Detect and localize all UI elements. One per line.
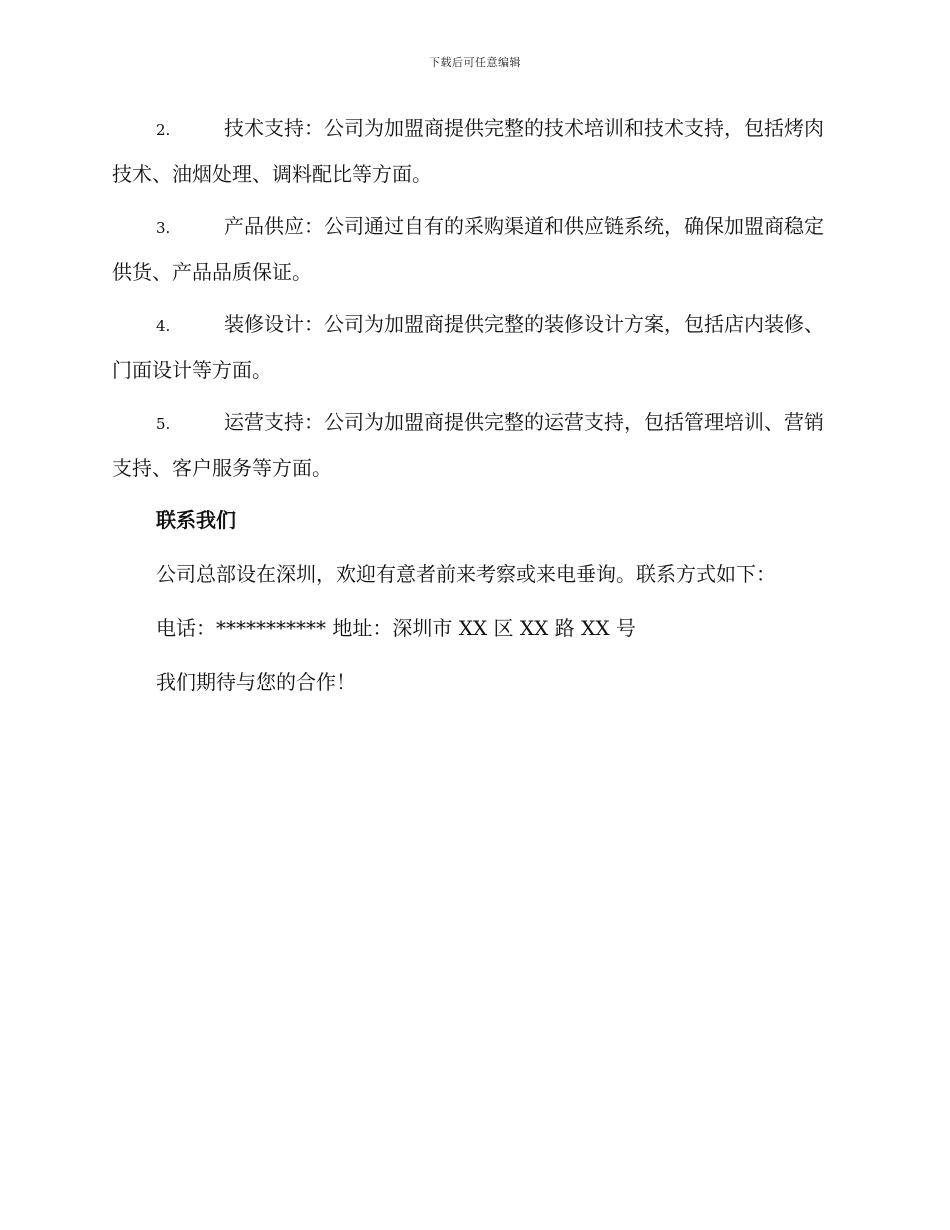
list-item-text: 技术支持：公司为加盟商提供完整的技术培训和技术支持，包括烤肉技术、油烟处理、调料配比等方面。: [112, 116, 824, 186]
section-title-contact: 联系我们: [156, 508, 236, 532]
list-item-number: 3.: [156, 219, 171, 237]
contact-details: 电话：*********** 地址：深圳市 XX 区 XX 路 XX 号: [156, 616, 636, 640]
list-item-text: 运营支持：公司为加盟商提供完整的运营支持，包括管理培训、营销支持、客户服务等方面。: [112, 410, 824, 480]
document-content: [112, 106, 837, 714]
closing-line: 我们期待与您的合作！: [156, 670, 356, 694]
contact-intro: 公司总部设在深圳，欢迎有意者前来考察或来电垂询。联系方式如下：: [156, 562, 776, 586]
list-item: [112, 204, 837, 294]
list-item-number: 2.: [156, 121, 171, 139]
list-item-number: 5.: [156, 415, 171, 433]
list-item: [112, 400, 837, 490]
list-item-text: 产品供应：公司通过自有的采购渠道和供应链系统，确保加盟商稳定供货、产品品质保证。: [112, 214, 824, 284]
list-item-text: 装修设计：公司为加盟商提供完整的装修设计方案，包括店内装修、门面设计等方面。: [112, 312, 824, 382]
list-item-number: 4.: [156, 317, 171, 335]
list-item: [112, 302, 837, 392]
list-item: [112, 106, 837, 196]
header-note: 下载后可任意编辑: [429, 56, 521, 69]
